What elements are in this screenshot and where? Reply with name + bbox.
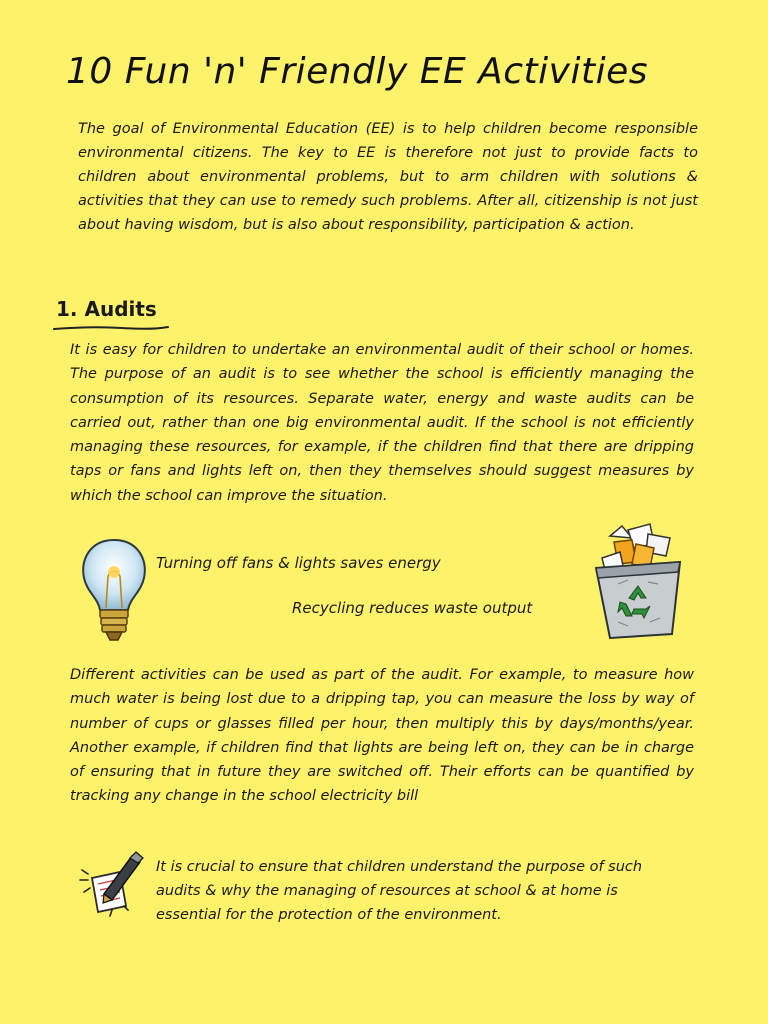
audit-paragraph-1: It is easy for children to undertake an environmental audit of their school or homes. The purpose of an audit is to see whether the school is efficiently managing the consumption of its resources. Separate water, energy and waste audits can be carried out, rather than one big environmental audit. If the school is not efficiently managing these resources, for example, if the children find that there are dripping taps or fans and lights left on, then they themselves should suggest measures by which the school can improve the situation. <box>70 342 694 504</box>
recycling-bin-icon <box>588 522 688 642</box>
light-bulb-icon <box>74 536 154 646</box>
section-heading: 1. Audits <box>56 297 157 321</box>
caption-energy: Turning off fans & lights saves energy <box>156 554 441 572</box>
pen-and-paper-icon <box>70 850 146 920</box>
section-underline <box>52 324 172 332</box>
key-note: It is crucial to ensure that children understand the purpose of such audits & why the managing of resources at school & at home is essential for the protection of the environment. <box>156 859 643 923</box>
intro-paragraph: The goal of Environmental Education (EE) is to help children become responsible environmental citizens. The key to EE is therefore not just to provide facts to children about environmental problems, but to arm children with solutions & activities that they can use to remedy such problems. After all, citizenship is not just about having wisdom, but is also about responsibility, participation & action. <box>78 121 698 233</box>
caption-waste: Recycling reduces waste output <box>292 599 533 617</box>
audit-paragraph-2: Different activities can be used as part of the audit. For example, to measure how much water is being lost due to a dripping tap, you can measure the loss by way of number of cups or glasses filled per hour, then multiply this by days/months/year. Another example, if children find that lights are being left on, they can be in charge of ensuring that in future they are switched off. Their efforts can be quantified by tracking any change in the school electricity bill <box>70 667 694 805</box>
page-title: 10 Fun 'n' Friendly EE Activities <box>66 51 649 92</box>
